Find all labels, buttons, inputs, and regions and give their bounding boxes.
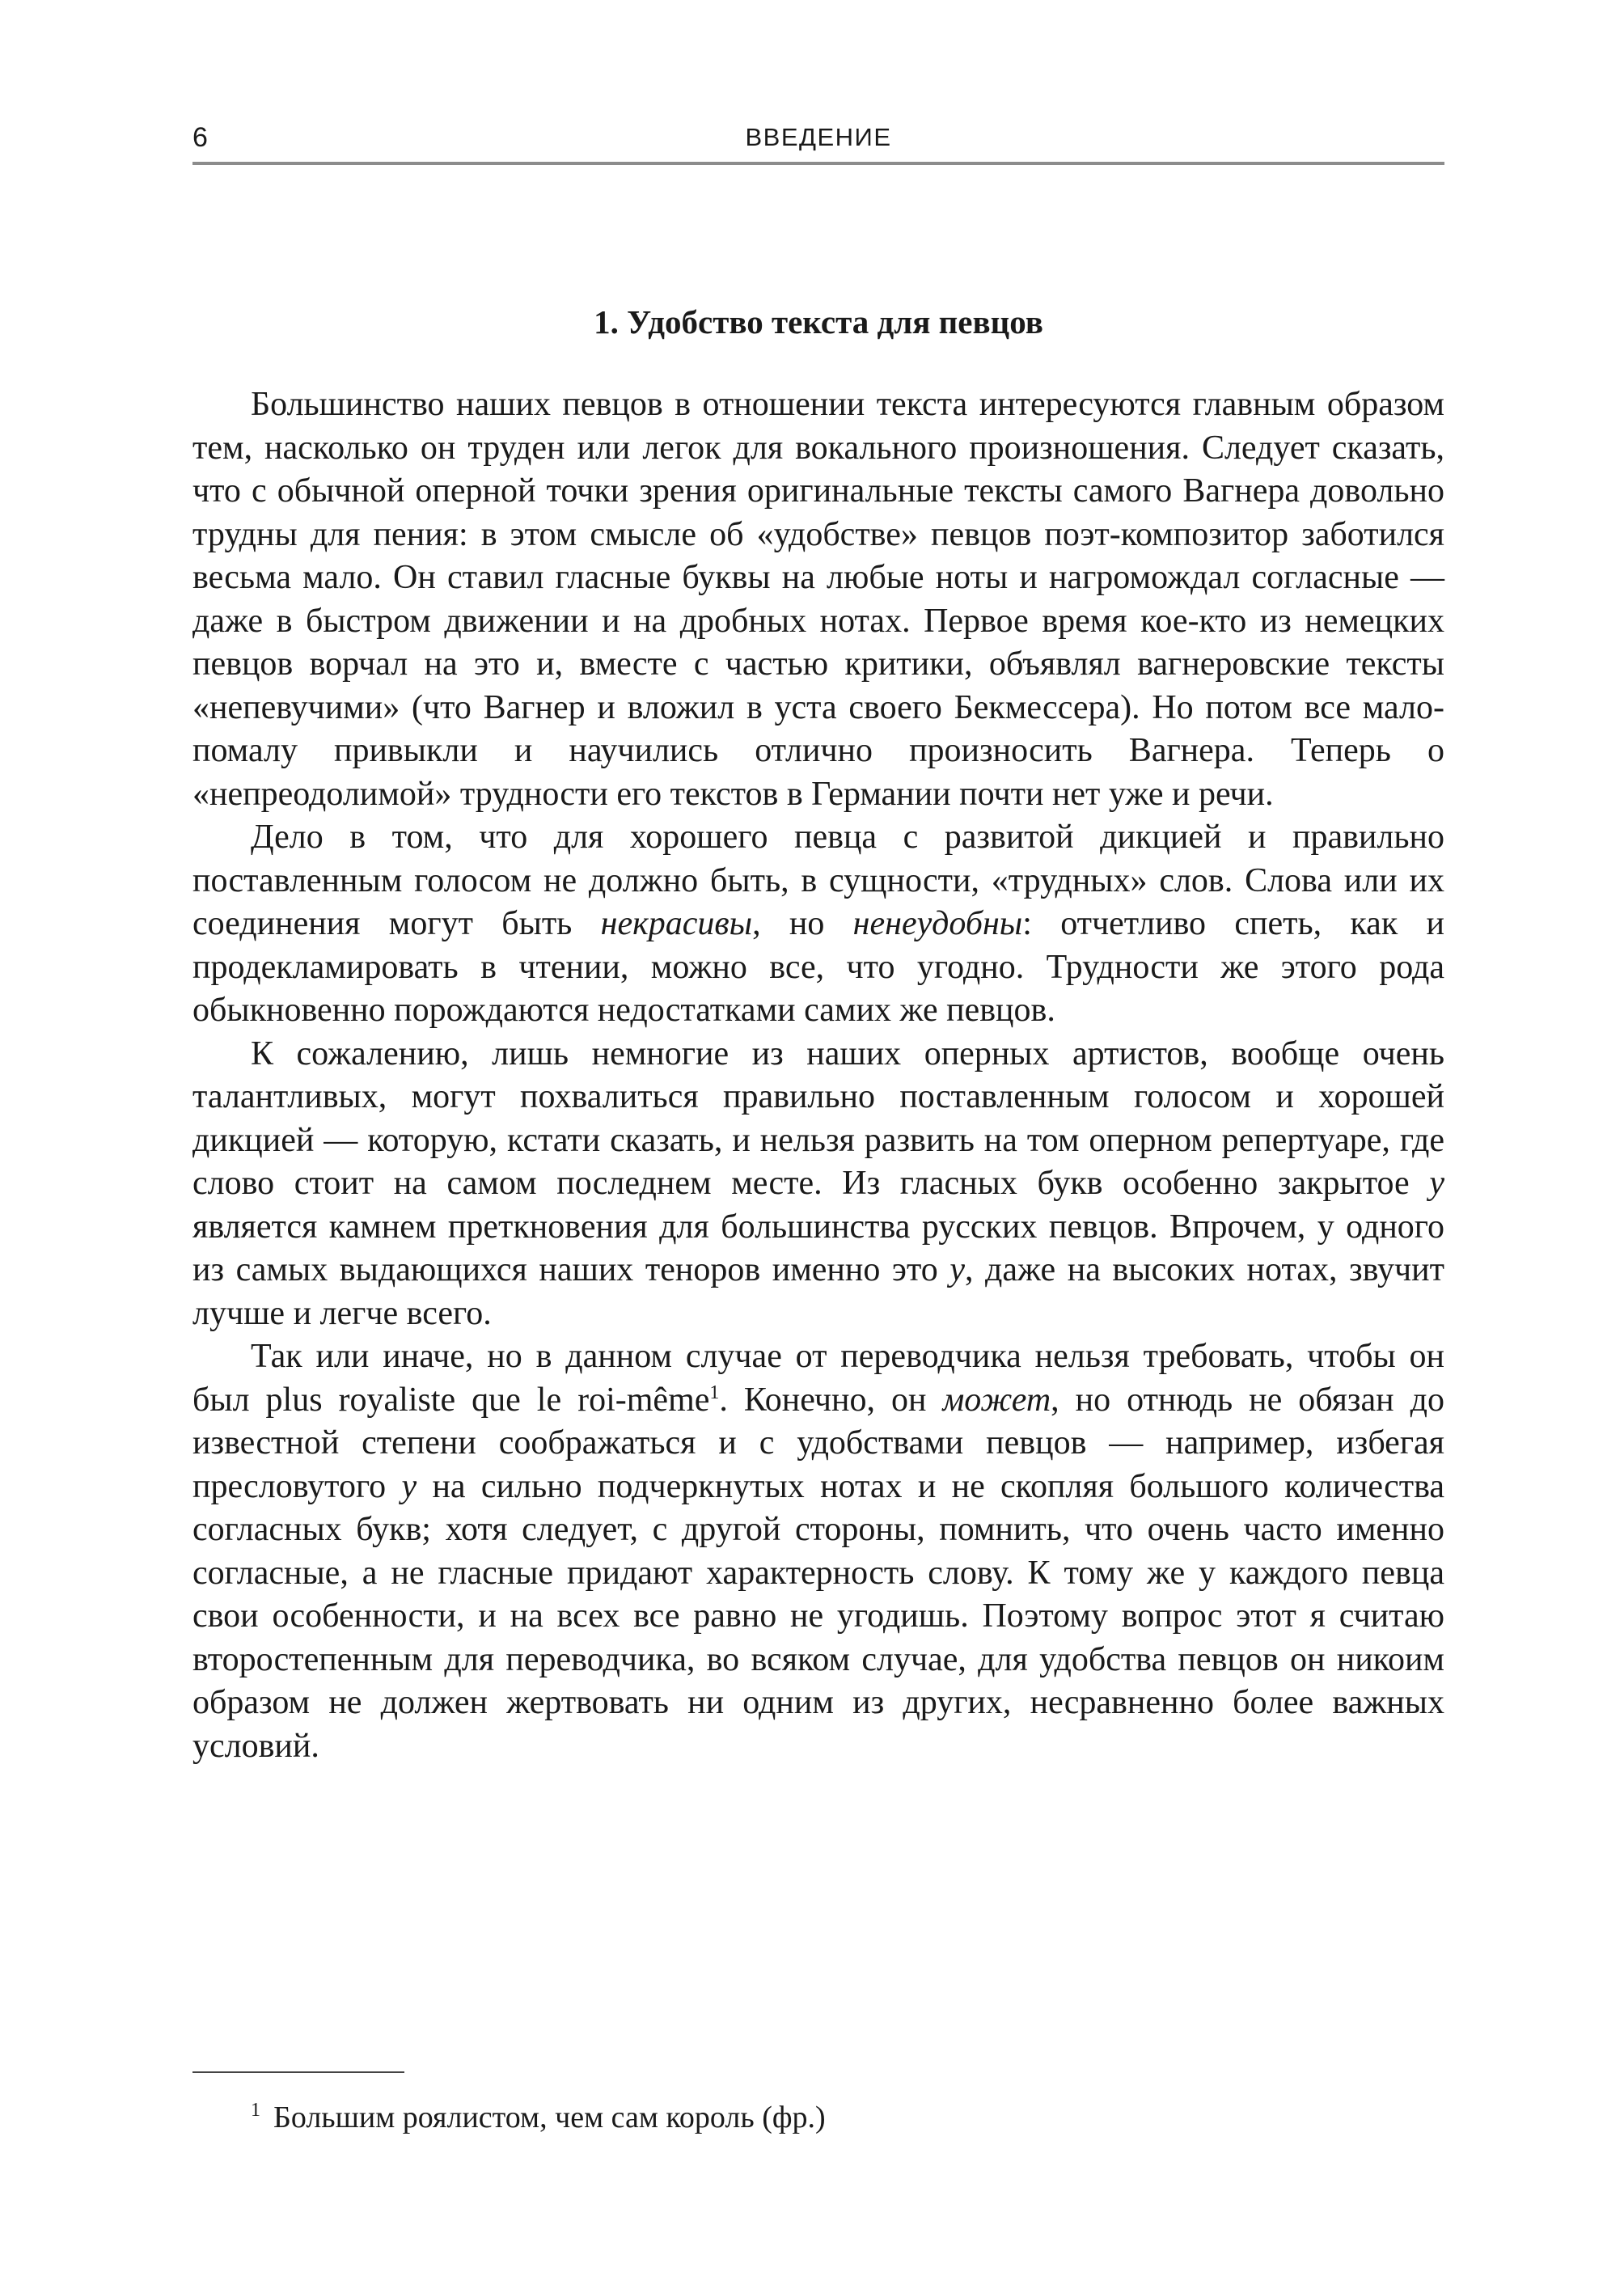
page-number: 6 (192, 122, 208, 153)
paragraph-1-text: Большинство наших певцов в отношении текста интересуются главным образом тем, насколько он труден или легок для вокального произношения. Следует сказать, что с обычной оперной точки зрения оригинальные тексты самого Вагнера довольно трудны для пения: в этом смысле об «удобстве» певцов поэт-композитор заботился весьма мало. Он ставил гласные буквы на любые ноты и нагромождал согласные — даже в быстром движении и на дробных нотах. Первое время кое-кто из немецких певцов ворчал на это и, вместе с частью критики, объявлял вагнеровские тексты «непевучими» (что Вагнер и вложил в уста своего Бекмессера). Но потом все мало-помалу привыкли и научились отлично произносить Вагнера. Теперь о «непреодолимой» трудности его текстов в Германии почти нет уже и речи. (192, 386, 1444, 813)
paragraph-1 (192, 383, 1444, 816)
paragraph-4-text-c: , но отнюдь не обязан до известной степени соображаться и с удобствами певцов — например, избегая пресловутого (192, 1381, 1444, 1505)
running-head (192, 121, 1444, 165)
body-text (192, 383, 1444, 1768)
footnote-divider (192, 2071, 404, 2073)
paragraph-2-text-a: Дело в том, что для хорошего певца с развитой дикцией и правильно поставленным голосом не должно быть, в сущности, «трудных» слов. Слова или их соединения могут быть (192, 819, 1444, 942)
footnote-reference[interactable]: 1 (709, 1381, 720, 1403)
emphasis-u-letter: у (1429, 1165, 1444, 1202)
paragraph-4-text-a: Так или иначе, но в данном случае от переводчика нельзя требовать, чтобы он был plus royaliste que le roi-même (192, 1338, 1444, 1419)
paragraph-2-text-b: , но (752, 905, 853, 942)
footnote: $^1$ Большим роялистом, чем сам король (фр.) (251, 2100, 826, 2134)
emphasis-u-letter-3: у (401, 1467, 417, 1505)
paragraph-4-text-d: на сильно подчеркнутых нотах и не скопляя большого количества согласных букв; хотя следует, с другой стороны, помнить, что очень часто именно согласные, а не гласные придают характерность слову. К тому же у каждого певца свои особенности, и на всех все равно не угодишь. Поэтому вопрос этот я считаю второстепенным для переводчика, во всяком случае, для удобства певцов он никоим образом не должен жертвовать ни одним из других, несравненно более важных условий. (192, 1467, 1444, 1765)
paragraph-3-text-b: является камнем преткновения для большинства русских певцов. Впрочем, у одного из самых выдающихся наших теноров именно это (192, 1208, 1444, 1288)
paragraph-2-text-c: : отчетливо спеть, как и продекламировать в чтении, можно все, что угодно. Трудности же этого рода обыкновенно порождаются недостатками самих же певцов. (192, 905, 1444, 1029)
running-title: ВВЕДЕНИЕ (745, 123, 892, 151)
paragraph-3-text-c: , даже на высоких нотах, звучит лучше и легче всего. (192, 1251, 1444, 1332)
emphasis-mozhet: может (942, 1381, 1051, 1419)
emphasis-neneudobny: ненеудобны (852, 905, 1023, 942)
emphasis-u-letter-2: у (949, 1251, 965, 1288)
footnote-text: Большим роялистом, чем сам король (фр.) (273, 2101, 826, 2134)
paragraph-3-text-a: К сожалению, лишь немногие из наших оперных артистов, вообще очень талантливых, могут похвалиться правильно поставленным голосом и хорошей дикцией — которую, кстати сказать, и нельзя развить на том оперном репертуаре, где слово стоит на самом последнем месте. Из гласных букв особенно закрытое (192, 1034, 1444, 1202)
emphasis-nekrasivy: некрасивы (600, 905, 753, 942)
paragraph-3 (192, 1033, 1444, 1336)
paragraph-4 (192, 1335, 1444, 1768)
paragraph-2 (192, 816, 1444, 1033)
paragraph-4-text-b: . Конечно, он (719, 1381, 943, 1419)
section-title: 1. Удобство текста для певцов (594, 303, 1043, 341)
